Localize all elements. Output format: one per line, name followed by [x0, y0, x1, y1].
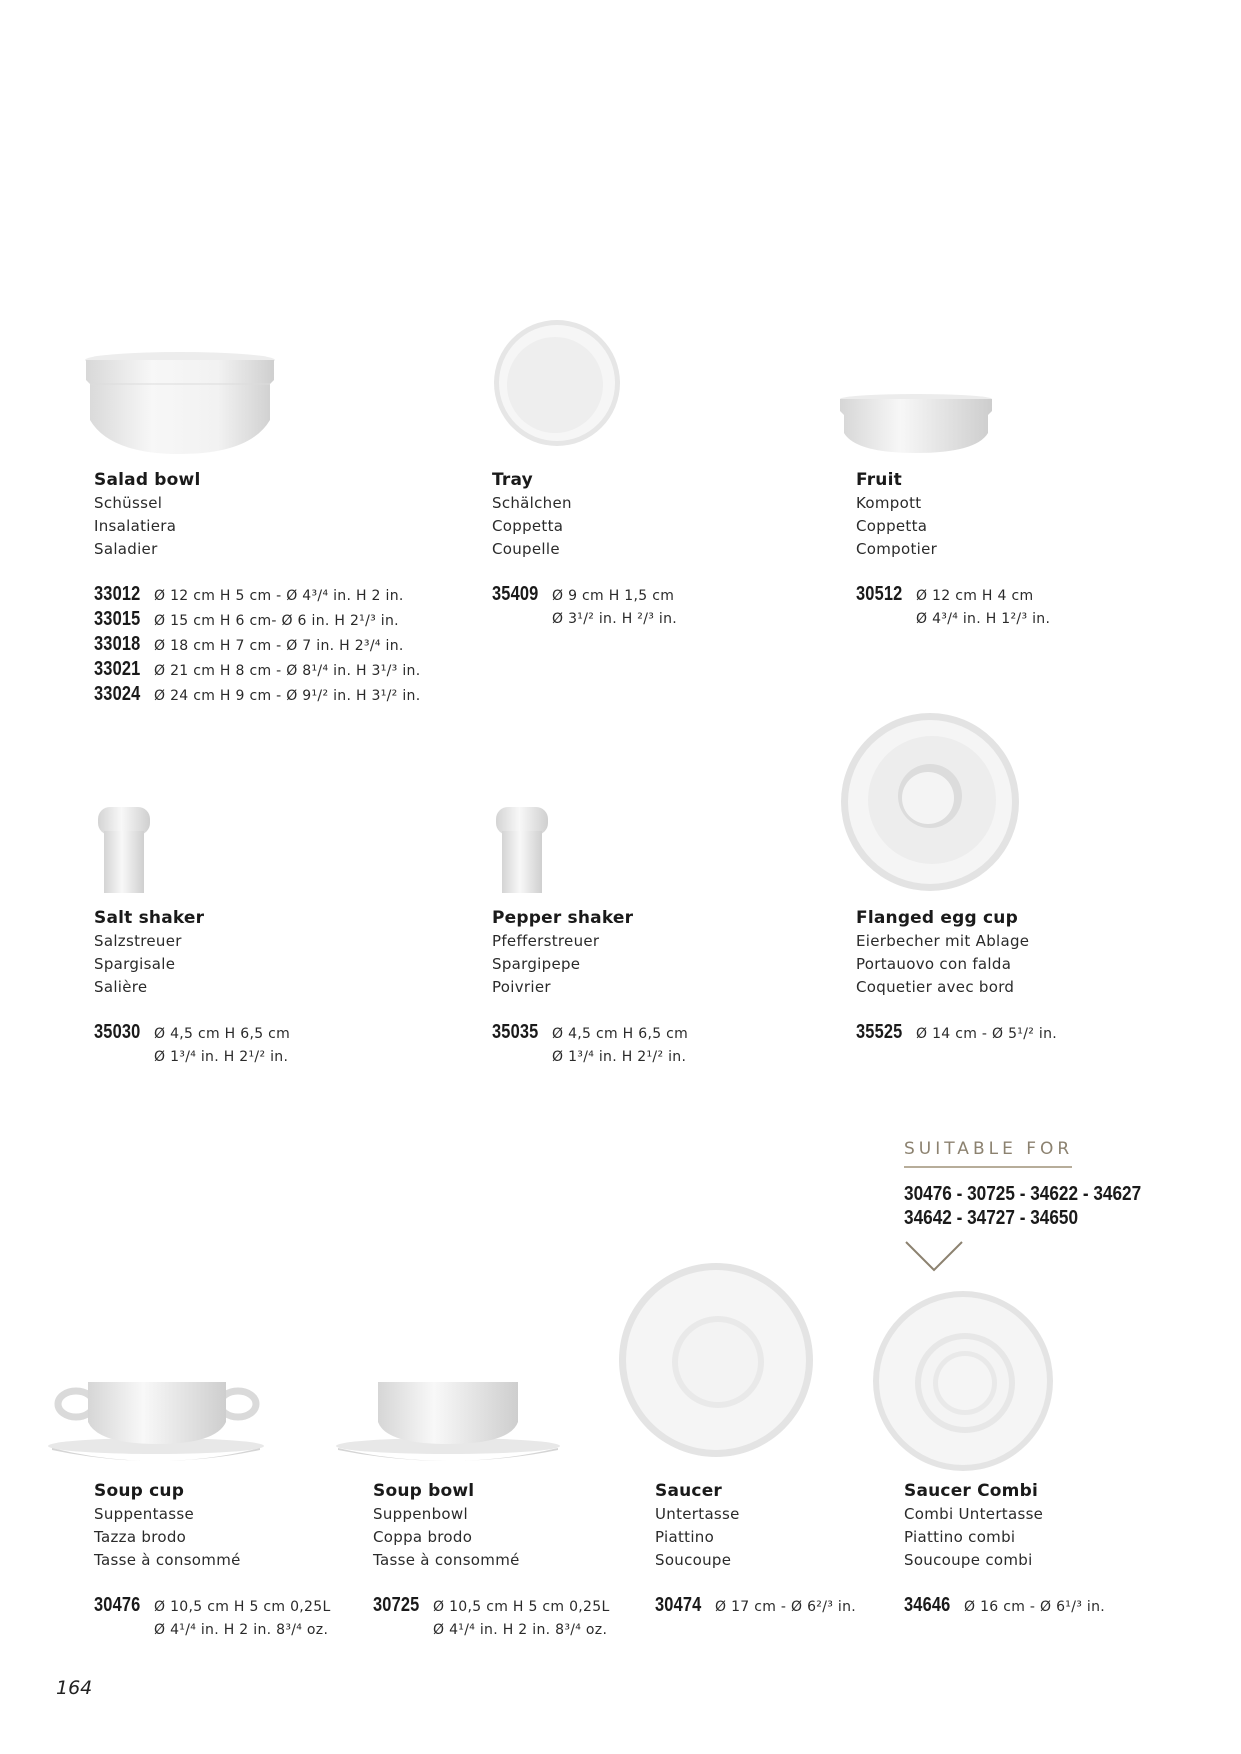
product-name: Salad bowl	[94, 470, 201, 490]
spec-row	[94, 608, 420, 633]
translation-de: Suppentasse	[94, 1505, 195, 1523]
product-egg-cup	[856, 907, 1057, 1046]
spec-row	[373, 1594, 610, 1619]
dimensions: Ø 9 cm H 1,5 cm	[552, 588, 675, 604]
spec-row	[94, 583, 420, 608]
product-name: Salt shaker	[94, 908, 205, 928]
article-code: 30512	[856, 583, 903, 605]
dimensions-imperial: Ø 4¹/⁴ in. H 2 in. 8³/⁴ oz.	[154, 1622, 329, 1638]
suitable-codes-line-1: 30476 - 30725 - 34622 - 34627	[904, 1183, 1142, 1205]
dimensions: Ø 10,5 cm H 5 cm 0,25L	[433, 1599, 610, 1615]
translation-fr: Tasse à consommé	[94, 1551, 241, 1569]
egg-cup-image	[840, 712, 1020, 892]
translation-fr: Compotier	[856, 540, 938, 558]
product-salad-bowl	[94, 469, 420, 708]
product-name: Soup cup	[94, 1481, 185, 1501]
translation-it: Piattino combi	[904, 1528, 1016, 1546]
dimensions: Ø 17 cm - Ø 6²/³ in.	[715, 1599, 857, 1615]
soup-bowl-image	[334, 1378, 562, 1472]
product-name: Saucer	[655, 1481, 723, 1501]
suitable-codes-line-2: 34642 - 34727 - 34650	[904, 1207, 1079, 1229]
spec-row	[94, 1021, 290, 1046]
spec-row	[655, 1594, 856, 1619]
article-code: 33024	[94, 683, 141, 705]
article-code: 35409	[492, 583, 539, 605]
article-code: 30725	[373, 1594, 420, 1616]
article-code: 35525	[856, 1021, 903, 1043]
product-name: Fruit	[856, 470, 902, 490]
dimensions: Ø 15 cm H 6 cm- Ø 6 in. H 2¹/³ in.	[154, 613, 399, 629]
translation-it: Spargipepe	[492, 955, 581, 973]
dimensions: Ø 18 cm H 7 cm - Ø 7 in. H 2³/⁴ in.	[154, 638, 404, 654]
translation-it: Portauovo con falda	[856, 955, 1012, 973]
dimensions-imperial: Ø 1³/⁴ in. H 2¹/² in.	[154, 1049, 289, 1065]
article-code: 33012	[94, 583, 141, 605]
translation-de: Schälchen	[492, 494, 572, 512]
pepper-shaker-image	[494, 805, 550, 895]
spec-list	[94, 583, 420, 708]
dimensions: Ø 12 cm H 4 cm	[916, 588, 1034, 604]
spec-row	[94, 1594, 331, 1619]
product-name: Soup bowl	[373, 1481, 475, 1501]
product-name: Tray	[492, 470, 533, 490]
product-soup-bowl	[373, 1480, 610, 1642]
translation-de: Combi Untertasse	[904, 1505, 1044, 1523]
article-code: 30476	[94, 1594, 141, 1616]
page-number: 164	[56, 1677, 93, 1699]
product-salt-shaker	[94, 907, 290, 1069]
translation-it: Coppetta	[856, 517, 928, 535]
dimensions-imperial: Ø 3¹/² in. H ²/³ in.	[552, 611, 678, 627]
dimensions: Ø 10,5 cm H 5 cm 0,25L	[154, 1599, 331, 1615]
spec-list	[655, 1594, 856, 1619]
spec-row	[492, 1021, 688, 1046]
spec-row	[94, 633, 420, 658]
product-pepper-shaker	[492, 907, 688, 1069]
product-name: Saucer Combi	[904, 1481, 1038, 1501]
dimensions: Ø 4,5 cm H 6,5 cm	[552, 1026, 689, 1042]
translation-de: Salzstreuer	[94, 932, 182, 950]
translation-de: Suppenbowl	[373, 1505, 468, 1523]
tray-image	[492, 318, 622, 448]
article-code: 35030	[94, 1021, 141, 1043]
soup-cup-image	[46, 1378, 266, 1472]
article-code: 34646	[904, 1594, 951, 1616]
spec-row	[904, 1594, 1105, 1619]
dimensions: Ø 4,5 cm H 6,5 cm	[154, 1026, 291, 1042]
suitable-for-codes	[904, 1182, 1141, 1230]
translation-fr: Poivrier	[492, 978, 551, 996]
translation-fr: Coquetier avec bord	[856, 978, 1015, 996]
fruit-bowl-image	[836, 393, 996, 455]
article-code: 33018	[94, 633, 141, 655]
translation-de: Eierbecher mit Ablage	[856, 932, 1030, 950]
product-name: Flanged egg cup	[856, 908, 1018, 928]
dimensions-imperial: Ø 4³/⁴ in. H 1²/³ in.	[916, 611, 1051, 627]
product-saucer-combi	[904, 1480, 1105, 1619]
chevron-down-icon	[904, 1240, 964, 1272]
spec-row	[94, 658, 420, 683]
translation-fr: Tasse à consommé	[373, 1551, 520, 1569]
salad-bowl-image	[80, 350, 280, 460]
translation-de: Pfefferstreuer	[492, 932, 600, 950]
product-soup-cup	[94, 1480, 331, 1642]
spec-list	[94, 1021, 290, 1069]
spec-list	[492, 583, 677, 631]
spec-row	[94, 683, 420, 708]
translation-fr: Coupelle	[492, 540, 560, 558]
dimensions: Ø 16 cm - Ø 6¹/³ in.	[964, 1599, 1106, 1615]
translation-fr: Soucoupe combi	[904, 1551, 1033, 1569]
translation-fr: Saladier	[94, 540, 158, 558]
translation-de: Untertasse	[655, 1505, 740, 1523]
dimensions-imperial: Ø 1³/⁴ in. H 2¹/² in.	[552, 1049, 687, 1065]
article-code: 35035	[492, 1021, 539, 1043]
spec-list	[492, 1021, 688, 1069]
product-tray	[492, 469, 677, 631]
translation-de: Kompott	[856, 494, 922, 512]
spec-list	[94, 1594, 331, 1642]
translation-fr: Soucoupe	[655, 1551, 732, 1569]
dimensions: Ø 21 cm H 8 cm - Ø 8¹/⁴ in. H 3¹/³ in.	[154, 663, 421, 679]
dimensions: Ø 14 cm - Ø 5¹/² in.	[916, 1026, 1058, 1042]
translation-it: Piattino	[655, 1528, 715, 1546]
article-code: 33021	[94, 658, 141, 680]
suitable-for-underline	[904, 1166, 1072, 1168]
spec-list	[856, 1021, 1057, 1046]
spec-list	[373, 1594, 610, 1642]
translation-it: Spargisale	[94, 955, 176, 973]
dimensions: Ø 12 cm H 5 cm - Ø 4³/⁴ in. H 2 in.	[154, 588, 404, 604]
saucer-image	[618, 1262, 814, 1458]
translation-de: Schüssel	[94, 494, 163, 512]
article-code: 30474	[655, 1594, 702, 1616]
spec-list	[856, 583, 1050, 631]
product-fruit	[856, 469, 1050, 631]
salt-shaker-image	[96, 805, 152, 895]
suitable-for-heading: SUITABLE FOR	[904, 1139, 1074, 1159]
product-name: Pepper shaker	[492, 908, 634, 928]
article-code: 33015	[94, 608, 141, 630]
translation-fr: Salière	[94, 978, 148, 996]
spec-list	[904, 1594, 1105, 1619]
translation-it: Coppa brodo	[373, 1528, 473, 1546]
dimensions-imperial: Ø 4¹/⁴ in. H 2 in. 8³/⁴ oz.	[433, 1622, 608, 1638]
product-saucer	[655, 1480, 856, 1619]
translation-it: Insalatiera	[94, 517, 177, 535]
spec-row	[492, 583, 677, 608]
translation-it: Coppetta	[492, 517, 564, 535]
dimensions: Ø 24 cm H 9 cm - Ø 9¹/² in. H 3¹/² in.	[154, 688, 421, 704]
spec-row	[856, 1021, 1057, 1046]
saucer-combi-image	[872, 1290, 1054, 1472]
translation-it: Tazza brodo	[94, 1528, 187, 1546]
spec-row	[856, 583, 1050, 608]
